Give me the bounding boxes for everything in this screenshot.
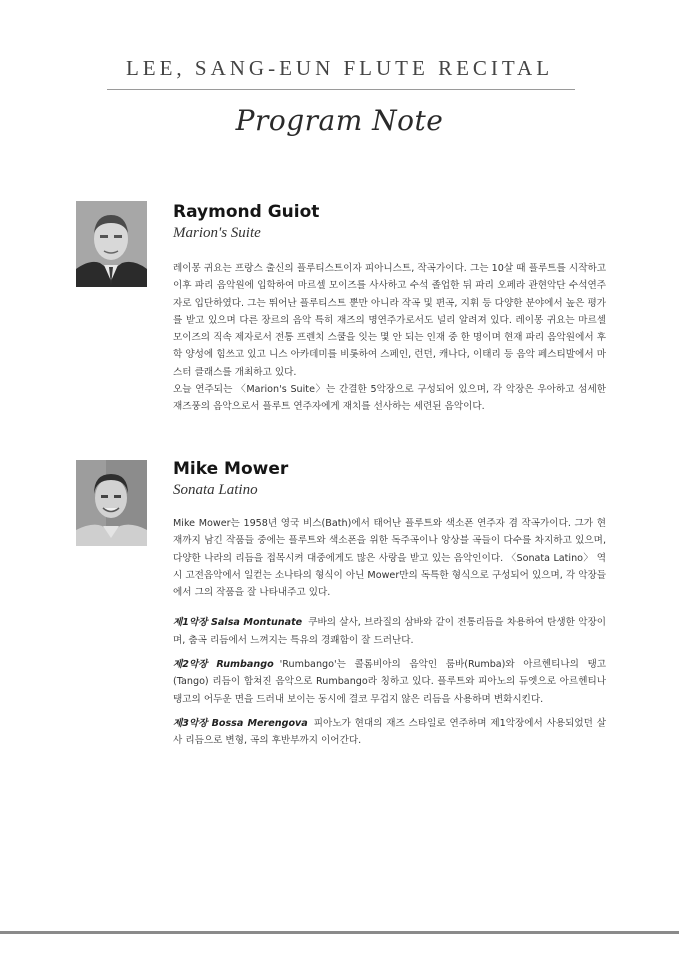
movement-text: 'Rumbango'는 콜롬비아의 음악인 룸바(Rumba)와 아르헨티나의 탱고(Tango) 리듬이 합쳐진 음악으로 Rumbango라 칭하고 있다. 플루트와 피아노의 듀엣으로 아르헨티나 탱고의 어두운 면을 드러내 보이는 동시에 결코 무겁지 않은 리듬을 사용하며 변화시킨다. xyxy=(173,659,606,705)
work-title: Marion's Suite xyxy=(173,225,261,241)
work-title: Sonata Latino xyxy=(173,482,258,498)
composer-name: Raymond Guiot xyxy=(173,202,320,222)
program-note-heading: Program Note xyxy=(235,104,444,137)
composer-name: Mike Mower xyxy=(173,459,289,479)
mike-mower-portrait xyxy=(76,460,147,546)
composer-description xyxy=(173,260,606,416)
header-divider xyxy=(107,89,575,90)
paragraph: 레이몽 귀요는 프랑스 출신의 플루티스트이자 피아니스트, 작곡가이다. 그는 10살 때 플루트를 시작하고 이후 파리 음악원에 입학하여 마르셀 모이즈를 사사하고 수석 졸업한 뒤 파리 오페라 관현악단 수석연주자로 입단하였다. 그는 뛰어난 플루티스트 뿐만 아니라 작곡 및 편곡, 지휘 등 다양한 분야에서 높은 평가를 받고 있으며 다른 장르의 음악 특히 재즈의 명연주가로서도 널리 알려져 있다. 레이몽 귀요는 마르셀 모이즈의 직속 제자로서 전통 프렌치 스쿨을 잇는 몇 안 되는 인재 중 한 명이며 현재 파리 음악원에서 후학 양성에 힘쓰고 있고 니스 아카데미를 비롯하여 스페인, 런던, 캐나다, 이태리 등 음악 페스티발에서 마스터 클래스를 개최하고 있다. xyxy=(173,263,606,378)
movement-note xyxy=(173,614,606,649)
recital-title: LEE, SANG-EUN FLUTE RECITAL xyxy=(125,56,554,80)
paragraph: 오늘 연주되는 〈Marion's Suite〉는 간결한 5악장으로 구성되어 있으며, 각 악장은 우아하고 섬세한 재즈풍의 음악으로서 플루트 연주자에게 재치를 선사하는 세련된 음악이다. xyxy=(173,384,606,413)
movement-text: 쿠바의 살사, 브라질의 삼바와 같이 전통리듬을 차용하여 탄생한 악장이며, 춤곡 리듬에서 느껴지는 특유의 경쾌함이 잘 드러난다. xyxy=(173,617,606,646)
movement-label: 제3악장 Bossa Merengova xyxy=(173,717,308,729)
movement-label: 제1악장 Salsa Montunate xyxy=(173,617,303,629)
movement-label: 제2악장 Rumbango xyxy=(173,659,274,671)
footer-divider xyxy=(0,931,679,934)
movement-text: 피아노가 현대의 재즈 스타일로 연주하며 제1악장에서 사용되었던 살사 리듬으로 변형, 곡의 후반부까지 이어간다. xyxy=(173,717,606,747)
composer-description xyxy=(173,515,606,757)
movement-note xyxy=(173,715,606,750)
movement-note xyxy=(173,656,606,708)
paragraph: Mike Mower는 1958년 영국 비스(Bath)에서 태어난 플루트와 색소폰 연주자 겸 작곡가이다. 그가 현재까지 남긴 작품들 중에는 플루트와 색소폰을 위한 독주곡이나 앙상블 곡들이 다수를 차지하고 있으며, 다양한 나라의 리듬을 접목시켜 대중에게도 많은 사랑을 받고 있는 음악인이다. 〈Sonata Latino〉 역시 고전음악에서 일컫는 소나타의 형식이 아닌 Mower만의 독특한 형식으로 구성되어 있으며, 각 악장들에서 그의 작품을 잘 나타내주고 있다. xyxy=(173,518,606,599)
raymond-guiot-portrait xyxy=(76,201,147,287)
